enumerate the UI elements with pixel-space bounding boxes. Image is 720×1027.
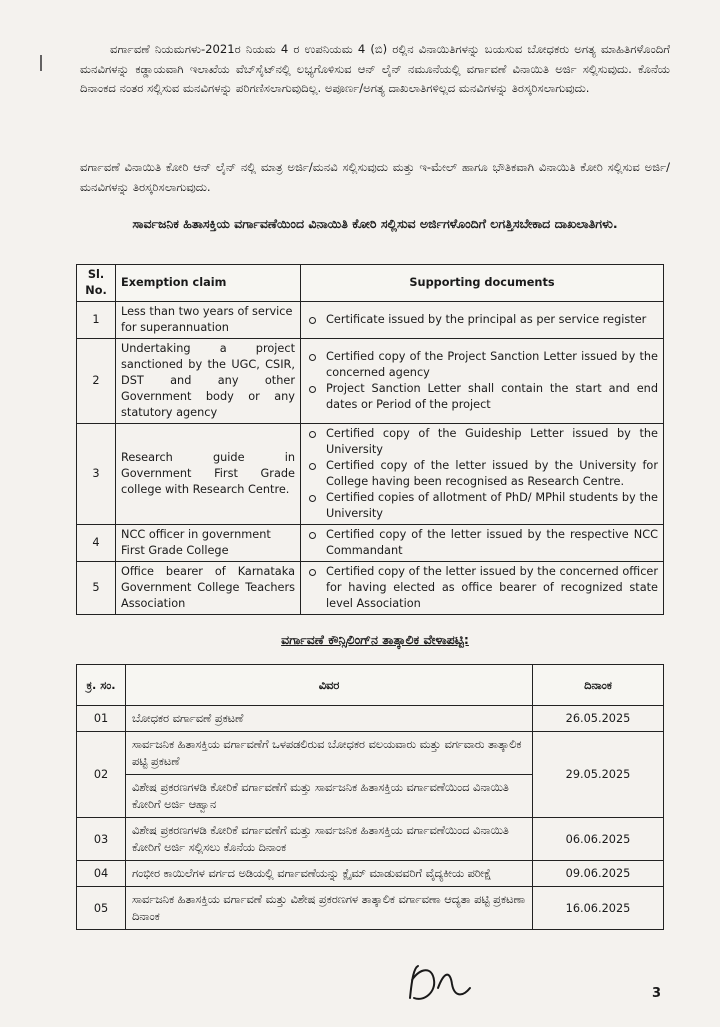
table-row bbox=[77, 887, 664, 930]
col-detail: ವಿವರ bbox=[126, 665, 533, 706]
supporting-docs bbox=[301, 339, 664, 424]
page-number: 3 bbox=[652, 986, 662, 1001]
row-number: 3 bbox=[77, 424, 116, 525]
exemption-claim: Research guide in Government First Grade college with Research Centre. bbox=[116, 424, 301, 525]
doc-item: Project Sanction Letter shall contain the start and end dates or Period of the project bbox=[306, 381, 658, 413]
table-row bbox=[77, 861, 664, 887]
schedule-detail bbox=[126, 732, 533, 818]
doc-item: Certified copy of the Project Sanction Letter issued by the concerned agency bbox=[306, 349, 658, 381]
doc-item: Certified copy of the letter issued by the respective NCC Commandant bbox=[306, 527, 658, 559]
supporting-docs bbox=[301, 525, 664, 562]
margin-mark bbox=[36, 54, 46, 72]
exemption-claim: Less than two years of service for superannuation bbox=[116, 302, 301, 339]
row-number: 5 bbox=[77, 562, 116, 615]
table-row bbox=[77, 818, 664, 861]
table-row bbox=[77, 562, 664, 615]
table-row bbox=[77, 424, 664, 525]
schedule-table bbox=[76, 664, 664, 930]
doc-item: Certificate issued by the principal as per service register bbox=[306, 312, 658, 328]
row-number: 1 bbox=[77, 302, 116, 339]
schedule-date: 16.06.2025 bbox=[533, 887, 664, 930]
row-number: 04 bbox=[77, 861, 126, 887]
schedule-date: 29.05.2025 bbox=[533, 732, 664, 818]
signature bbox=[400, 958, 480, 1008]
doc-item: Certified copies of allotment of PhD/ MPhil students by the University bbox=[306, 490, 658, 522]
col-date: ದಿನಾಂಕ bbox=[533, 665, 664, 706]
row-number: 4 bbox=[77, 525, 116, 562]
doc-item: Certified copy of the letter issued by the concerned officer for having elected as office bearer of recognized state level Association bbox=[306, 564, 658, 612]
schedule-detail-part: ಸಾರ್ವಜನಿಕ ಹಿತಾಸಕ್ತಿಯ ವರ್ಗಾವಣೆಗೆ ಒಳಪಡಲಿರುವ ಬೋಧಕರ ವಲಯವಾರು ಮತ್ತು ವರ್ಗವಾರು ತಾತ್ಕಾಲಿಕ ಪಟ್ಟಿ ಪ್ರಕಟಣೆ bbox=[132, 738, 522, 768]
intro-paragraph: ವರ್ಗಾವಣೆ ನಿಯಮಗಳು-2021ರ ನಿಯಮ 4 ರ ಉಪನಿಯಮ 4 (ಬಿ) ರಲ್ಲಿನ ವಿನಾಯಿತಿಗಳನ್ನು ಬಯಸುವ ಬೋಧಕರು ಅಗತ್ಯ ಮಾಹಿತಿಗಳೊಂದಿಗೆ ಮನವಿಗಳನ್ನು ಕಡ್ಡಾಯವಾಗಿ ಇಲಾಖೆಯ ವೆಬ್‌ಸೈಟ್‌ನಲ್ಲಿ ಲಭ್ಯಗೊಳಿಸುವ ಆನ್ ಲೈನ್ ನಮೂನೆಯಲ್ಲಿ ವರ್ಗಾವಣೆ ವಿನಾಯಿತಿ ಅರ್ಜಿ ಸಲ್ಲಿಸುವುದು. ಕೊನೆಯ ದಿನಾಂಕದ ನಂತರ ಸಲ್ಲಿಸುವ ಮನವಿಗಳನ್ನು ಪರಿಗಣಿಸಲಾಗುವುದಿಲ್ಲ. ಅಪೂರ್ಣ/ಅಗತ್ಯ ದಾಖಲಾತಿಗಳಿಲ್ಲದ ಮನವಿಗಳನ್ನು ತಿರಸ್ಕರಿಸಲಾಗುವುದು. bbox=[80, 42, 670, 95]
exemption-claim: Office bearer of Karnataka Government College Teachers Association bbox=[116, 562, 301, 615]
schedule-date: 06.06.2025 bbox=[533, 818, 664, 861]
table-row bbox=[77, 732, 664, 818]
col-sl-no: Sl. No. bbox=[77, 265, 116, 302]
row-number: 03 bbox=[77, 818, 126, 861]
exemption-claim: Undertaking a project sanctioned by the UGC, CSIR, DST and any other Government body or any statutory agency bbox=[116, 339, 301, 424]
schedule-detail: ಸಾರ್ವಜನಿಕ ಹಿತಾಸಕ್ತಿಯ ವರ್ಗಾವಣೆ ಮತ್ತು ವಿಶೇಷ ಪ್ರಕರಣಗಳ ತಾತ್ಕಾಲಿಕ ವರ್ಗಾವಣಾ ಆದ್ಯತಾ ಪಟ್ಟಿ ಪ್ರಕಟಣಾ ದಿನಾಂಕ bbox=[126, 887, 533, 930]
supporting-docs bbox=[301, 302, 664, 339]
exemption-claim: NCC officer in government First Grade College bbox=[116, 525, 301, 562]
schedule-detail: ಬೋಧಕರ ವರ್ಗಾವಣೆ ಪ್ರಕಟಣೆ bbox=[126, 706, 533, 732]
col-serial: ಕ್ರ. ಸಂ. bbox=[77, 665, 126, 706]
table-row bbox=[77, 302, 664, 339]
col-supporting-docs: Supporting documents bbox=[301, 265, 664, 302]
supporting-docs bbox=[301, 562, 664, 615]
row-number: 02 bbox=[77, 732, 126, 818]
online-only-paragraph: ವರ್ಗಾವಣೆ ವಿನಾಯಿತಿ ಕೋರಿ ಆನ್ ಲೈನ್ ನಲ್ಲಿ ಮಾತ್ರ ಅರ್ಜಿ/ಮನವಿ ಸಲ್ಲಿಸುವುದು ಮತ್ತು ಇ-ಮೇಲ್ ಹಾಗೂ ಭೌತಿಕವಾಗಿ ವಿನಾಯಿತಿ ಕೋರಿ ಸಲ್ಲಿಸುವ ಅರ್ಜಿ/ಮನವಿಗಳನ್ನು ತಿರಸ್ಕರಿಸಲಾಗುವುದು. bbox=[80, 160, 670, 194]
supporting-docs bbox=[301, 424, 664, 525]
col-exemption-claim: Exemption claim bbox=[116, 265, 301, 302]
row-number: 05 bbox=[77, 887, 126, 930]
table-row bbox=[77, 706, 664, 732]
table-row bbox=[77, 525, 664, 562]
schedule-heading: ವರ್ಗಾವಣೆ ಕೌನ್ಸಿಲಿಂಗ್‌ನ ತಾತ್ಕಾಲಿಕ ವೇಳಾಪಟ್ಟಿ: bbox=[281, 632, 469, 647]
row-number: 2 bbox=[77, 339, 116, 424]
schedule-date: 26.05.2025 bbox=[533, 706, 664, 732]
schedule-detail: ವಿಶೇಷ ಪ್ರಕರಣಗಳಡಿ ಕೋರಿಕೆ ವರ್ಗಾವಣೆಗೆ ಮತ್ತು ಸಾರ್ವಜನಿಕ ಹಿತಾಸಕ್ತಿಯ ವರ್ಗಾವಣೆಯಿಂದ ವಿನಾಯಿತಿ ಕೋರಿಗೆ ಅರ್ಜಿ ಸಲ್ಲಿಸಲು ಕೊನೆಯ ದಿನಾಂಕ bbox=[126, 818, 533, 861]
exemption-table-header bbox=[77, 265, 664, 302]
row-number: 01 bbox=[77, 706, 126, 732]
schedule-detail-part: ವಿಶೇಷ ಪ್ರಕರಣಗಳಡಿ ಕೋರಿಕೆ ವರ್ಗಾವಣೆಗೆ ಮತ್ತು ಸಾರ್ವಜನಿಕ ಹಿತಾಸಕ್ತಿಯ ವರ್ಗಾವಣೆಯಿಂದ ವಿನಾಯಿತಿ ಕೋರಿಗೆ ಅರ್ಜಿ ಆಹ್ವಾನ bbox=[126, 774, 532, 813]
schedule-detail: ಗಂಭೀರ ಕಾಯಿಲೆಗಳ ವರ್ಗದ ಅಡಿಯಲ್ಲಿ ವರ್ಗಾವಣೆಯನ್ನು ಕ್ಲೈಮ್ ಮಾಡುವವರಿಗೆ ವೈದ್ಯಕೀಯ ಪರೀಕ್ಷೆ bbox=[126, 861, 533, 887]
schedule-table-header bbox=[77, 665, 664, 706]
schedule-date: 09.06.2025 bbox=[533, 861, 664, 887]
exemption-table bbox=[76, 264, 664, 615]
exemption-docs-heading: ಸಾರ್ವಜನಿಕ ಹಿತಾಸಕ್ತಿಯ ವರ್ಗಾವಣೆಯಿಂದ ವಿನಾಯಿತಿ ಕೋರಿ ಸಲ್ಲಿಸುವ ಅರ್ಜಿಗಳೊಂದಿಗೆ ಲಗತ್ತಿಸಬೇಕಾದ ದಾಖಲಾತಿಗಳು. bbox=[132, 216, 618, 231]
doc-item: Certified copy of the Guideship Letter issued by the University bbox=[306, 426, 658, 458]
doc-item: Certified copy of the letter issued by the University for College having been recognised as Research Centre. bbox=[306, 458, 658, 490]
table-row bbox=[77, 339, 664, 424]
